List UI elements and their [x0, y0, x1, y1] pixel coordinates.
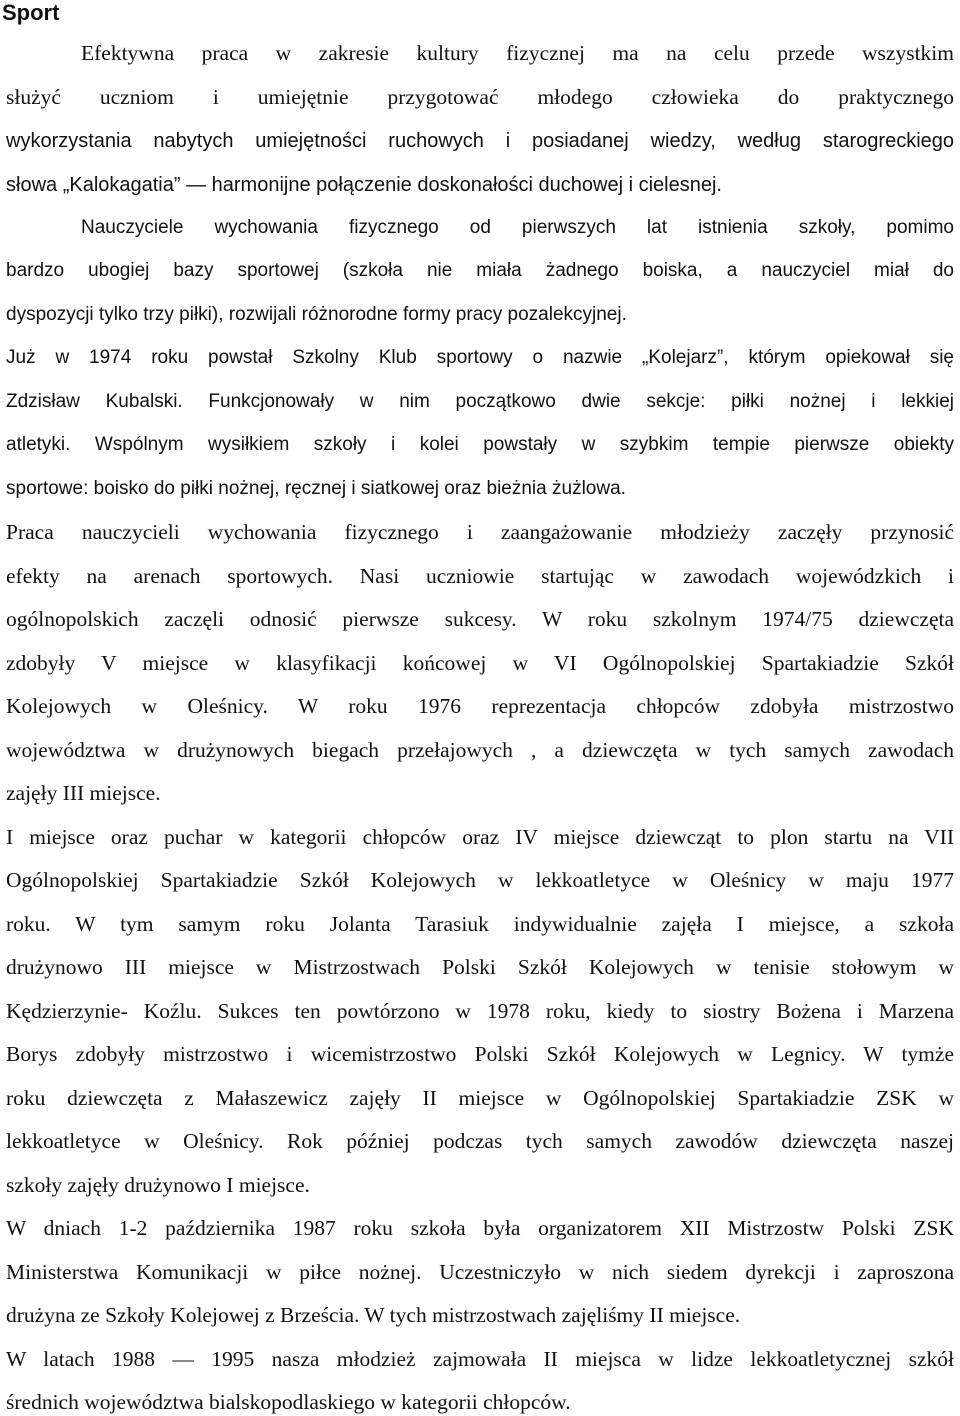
text-line: sportowe: boisko do piłki nożnej, ręcznej i siatkowej oraz bieżnia żużlowa.	[6, 478, 626, 499]
text-line: szkoły zajęły drużynowo I miejsce.	[6, 1173, 310, 1197]
text-line: atletyki. Wspólnym wysiłkiem szkoły i kolei powstały w szybkim tempie pierwsze obiekty	[6, 434, 954, 455]
text-line: Ogólnopolskiej Spartakiadzie Szkół Kolejowych w lekkoatletyce w Oleśnicy w maju 1977	[6, 868, 954, 892]
text-line: służyć uczniom i umiejętnie przygotować młodego człowieka do praktycznego	[6, 85, 954, 109]
text-line: słowa „Kalokagatia” — harmonijne połączenie doskonałości duchowej i cielesnej.	[6, 174, 722, 196]
text-line: drużyna ze Szkoły Kolejowej z Brześcia. W tych mistrzostwach zajęliśmy II miejsce.	[6, 1303, 741, 1327]
text-line: zajęły III miejsce.	[6, 781, 161, 805]
text-line: W dniach 1-2 października 1987 roku szkoła była organizatorem XII Mistrzostw Polski ZSK	[6, 1216, 954, 1240]
text-line: Praca nauczycieli wychowania fizycznego i zaangażowanie młodzieży zaczęły przynosić	[6, 520, 954, 544]
text-line: bardzo ubogiej bazy sportowej (szkoła nie miała żadnego boiska, a nauczyciel miał do	[6, 260, 954, 281]
text-line: Nauczyciele wychowania fizycznego od pierwszych lat istnienia szkoły, pomimo	[81, 217, 954, 238]
text-line: Kolejowych w Oleśnicy. W roku 1976 reprezentacja chłopców zdobyła mistrzostwo	[6, 694, 954, 718]
text-line: Zdzisław Kubalski. Funkcjonowały w nim początkowo dwie sekcje: piłki nożnej i lekkiej	[6, 391, 954, 412]
text-line: dyspozycji tylko trzy piłki), rozwijali różnorodne formy pracy pozalekcyjnej.	[6, 304, 627, 325]
text-line: efekty na arenach sportowych. Nasi uczniowie startując w zawodach wojewódzkich i	[6, 564, 954, 588]
text-line: Efektywna praca w zakresie kultury fizycznej ma na celu przede wszystkim	[81, 41, 954, 65]
text-line: zdobyły V miejsce w klasyfikacji końcowej w VI Ogólnopolskiej Spartakiadzie Szkół	[6, 651, 954, 675]
text-line: roku dziewczęta z Małaszewicz zajęły II miejsce w Ogólnopolskiej Spartakiadzie ZSK w	[6, 1086, 954, 1110]
text-line: województwa w drużynowych biegach przełajowych , a dziewczęta w tych samych zawodach	[6, 738, 954, 762]
text-line: Borys zdobyły mistrzostwo i wicemistrzostwo Polski Szkół Kolejowych w Legnicy. W tymże	[6, 1042, 954, 1066]
text-line: I miejsce oraz puchar w kategorii chłopców oraz IV miejsce dziewcząt to plon startu na VII	[6, 825, 954, 849]
text-line: roku. W tym samym roku Jolanta Tarasiuk indywidualnie zajęła I miejsce, a szkoła	[6, 912, 954, 936]
section-heading: Sport	[2, 0, 60, 25]
text-line: Ministerstwa Komunikacji w piłce nożnej. Uczestniczyło w nich siedem dyrekcji i zaproszona	[6, 1260, 954, 1284]
text-line: wykorzystania nabytych umiejętności ruchowych i posiadanej wiedzy, według starogreckiego	[6, 130, 954, 152]
text-line: drużynowo III miejsce w Mistrzostwach Polski Szkół Kolejowych w tenisie stołowym w	[6, 955, 954, 979]
text-line: lekkoatletyce w Oleśnicy. Rok później podczas tych samych zawodów dziewczęta naszej	[6, 1129, 954, 1153]
text-line: średnich województwa bialskopodlaskiego w kategorii chłopców.	[6, 1390, 571, 1414]
text-line: Już w 1974 roku powstał Szkolny Klub sportowy o nazwie „Kolejarz”, którym opiekował się	[6, 347, 954, 368]
text-line: Kędzierzynie- Koźlu. Sukces ten powtórzono w 1978 roku, kiedy to siostry Bożena i Marzena	[6, 999, 954, 1023]
text-line: ogólnopolskich zaczęli odnosić pierwsze sukcesy. W roku szkolnym 1974/75 dziewczęta	[6, 607, 954, 631]
text-line: W latach 1988 — 1995 nasza młodzież zajmowała II miejsca w lidze lekkoatletycznej szkół	[6, 1347, 954, 1371]
